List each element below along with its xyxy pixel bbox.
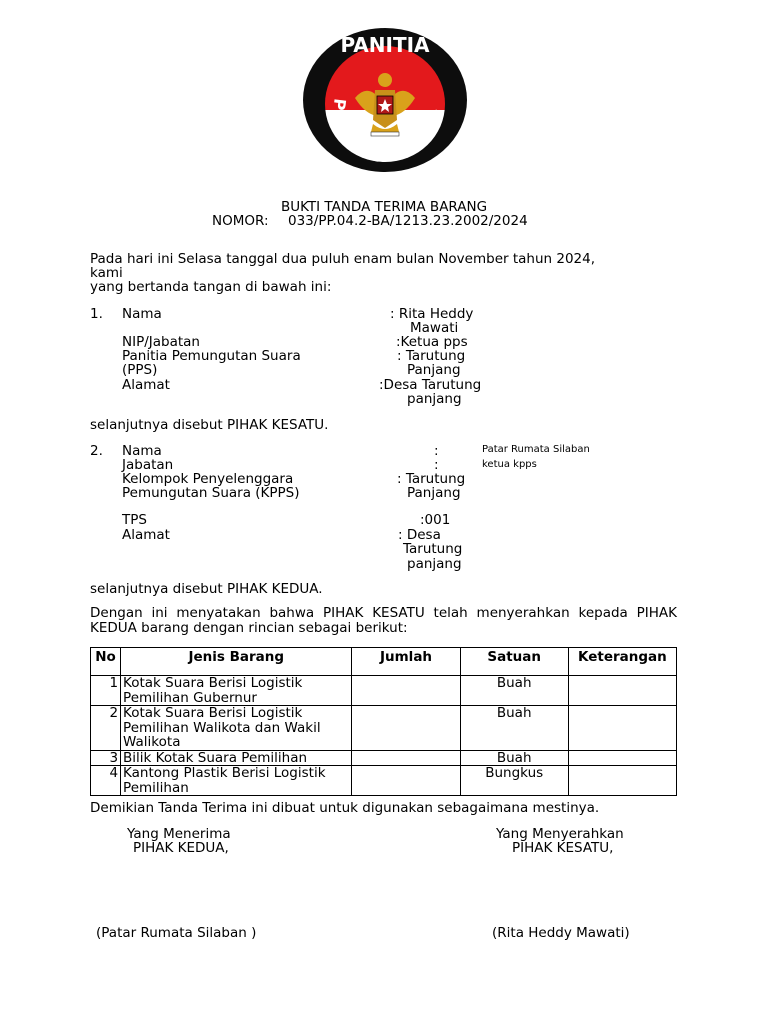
party2-value-jabatan: ketua kpps <box>482 459 537 470</box>
party1-value-nip: :Ketua pps <box>396 334 468 350</box>
table-row <box>91 676 677 706</box>
party2-jabatan-colon: : <box>434 457 439 473</box>
row-satuan: Bungkus <box>460 766 568 796</box>
header-satuan: Satuan <box>460 648 568 676</box>
party1-label-nip: NIP/Jabatan <box>122 334 200 350</box>
header-jenis-barang: Jenis Barang <box>121 648 352 676</box>
closing-statement: Demikian Tanda Terima ini dibuat untuk digunakan sebagaimana mestinya. <box>90 800 600 816</box>
table-row <box>91 766 677 796</box>
row-jenis: Kantong Plastik Berisi Logistik Pemilihan <box>121 766 352 796</box>
party1-value-alamat-1: :Desa Tarutung <box>379 377 482 393</box>
party1-number: 1. <box>90 306 103 322</box>
party2-label-tps: TPS <box>122 512 147 528</box>
party2-value-alamat-1: : Desa <box>398 527 441 543</box>
intro-line-3: yang bertanda tangan di bawah ini: <box>90 279 332 295</box>
party2-value-kpps-1: : Tarutung <box>397 471 466 487</box>
row-jenis: Kotak Suara Berisi Logistik Pemilihan Gubernur <box>121 676 352 706</box>
row-keterangan <box>568 676 676 706</box>
party2-label-kpps-2: Pemungutan Suara (KPPS) <box>122 485 300 501</box>
items-table <box>90 647 677 796</box>
row-keterangan <box>568 750 676 766</box>
party2-label-alamat: Alamat <box>122 527 170 543</box>
header-no: No <box>91 648 121 676</box>
table-row <box>91 750 677 766</box>
party2-closing: selanjutnya disebut PIHAK KEDUA. <box>90 581 323 597</box>
logo-top-text: PANITIA <box>340 33 430 57</box>
party2-value-nama: Patar Rumata Silaban <box>482 444 590 455</box>
header-jumlah: Jumlah <box>352 648 460 676</box>
row-satuan: Buah <box>460 706 568 751</box>
intro-line-2: kami <box>90 265 123 281</box>
party1-label-alamat: Alamat <box>122 377 170 393</box>
row-jumlah <box>352 750 460 766</box>
party1-label-panitia-2: (PPS) <box>122 362 158 378</box>
party2-label-nama: Nama <box>122 443 162 459</box>
row-jenis: Kotak Suara Berisi Logistik Pemilihan Walikota dan Wakil Walikota <box>121 706 352 751</box>
panitia-pemungutan-suara-logo <box>295 28 473 174</box>
party2-value-kpps-2: Panjang <box>407 485 461 501</box>
header-keterangan: Keterangan <box>568 648 676 676</box>
party2-value-alamat-2: Tarutung <box>403 541 463 557</box>
party2-number: 2. <box>90 443 103 459</box>
nomor-value: 033/PP.04.2-BA/1213.23.2002/2024 <box>288 213 528 229</box>
row-satuan: Buah <box>460 750 568 766</box>
row-no: 1 <box>91 676 121 706</box>
party2-value-alamat-3: panjang <box>407 556 462 572</box>
party2-nama-colon: : <box>434 443 439 459</box>
row-no: 4 <box>91 766 121 796</box>
signature-left-role: Yang Menerima <box>127 826 231 842</box>
intro-line-1: Pada hari ini Selasa tanggal dua puluh enam bulan November tahun 2024, <box>90 251 596 267</box>
table-header-row <box>91 648 677 676</box>
handover-statement: Dengan ini menyatakan bahwa PIHAK KESATU telah menyerahkan kepada PIHAK KEDUA barang dengan rincian sebagai berikut: <box>90 605 677 636</box>
party1-value-panitia-1: : Tarutung <box>397 348 466 364</box>
row-no: 2 <box>91 706 121 751</box>
party2-label-kpps-1: Kelompok Penyelenggara <box>122 471 294 487</box>
party2-label-jabatan: Jabatan <box>122 457 174 473</box>
row-no: 3 <box>91 750 121 766</box>
party1-value-nama-2: Mawati <box>410 320 459 336</box>
party1-closing: selanjutnya disebut PIHAK KESATU. <box>90 417 329 433</box>
row-jumlah <box>352 706 460 751</box>
signature-left-name: (Patar Rumata Silaban ) <box>96 925 257 941</box>
row-satuan: Buah <box>460 676 568 706</box>
table-row <box>91 706 677 751</box>
signature-right-party: PIHAK KESATU, <box>512 840 614 856</box>
party1-value-alamat-2: panjang <box>407 391 462 407</box>
party1-label-panitia-1: Panitia Pemungutan Suara <box>122 348 301 364</box>
row-jenis: Bilik Kotak Suara Pemilihan <box>121 750 352 766</box>
row-jumlah <box>352 676 460 706</box>
signature-right-name: (Rita Heddy Mawati) <box>492 925 630 941</box>
party2-value-tps: :001 <box>420 512 451 528</box>
nomor-label: NOMOR: <box>212 213 269 229</box>
signature-right-role: Yang Menyerahkan <box>496 826 624 842</box>
row-jumlah <box>352 766 460 796</box>
logo-arc-right-text: SUARA <box>397 107 441 162</box>
party1-value-panitia-2: Panjang <box>407 362 461 378</box>
row-keterangan <box>568 706 676 751</box>
logo-arc-left-text: PEMUNGU <box>329 97 386 167</box>
party1-label-nama: Nama <box>122 306 162 322</box>
row-keterangan <box>568 766 676 796</box>
signature-left-party: PIHAK KEDUA, <box>133 840 229 856</box>
document-title: BUKTI TANDA TERIMA BARANG <box>280 199 488 215</box>
party1-value-nama-1: : Rita Heddy <box>390 306 474 322</box>
